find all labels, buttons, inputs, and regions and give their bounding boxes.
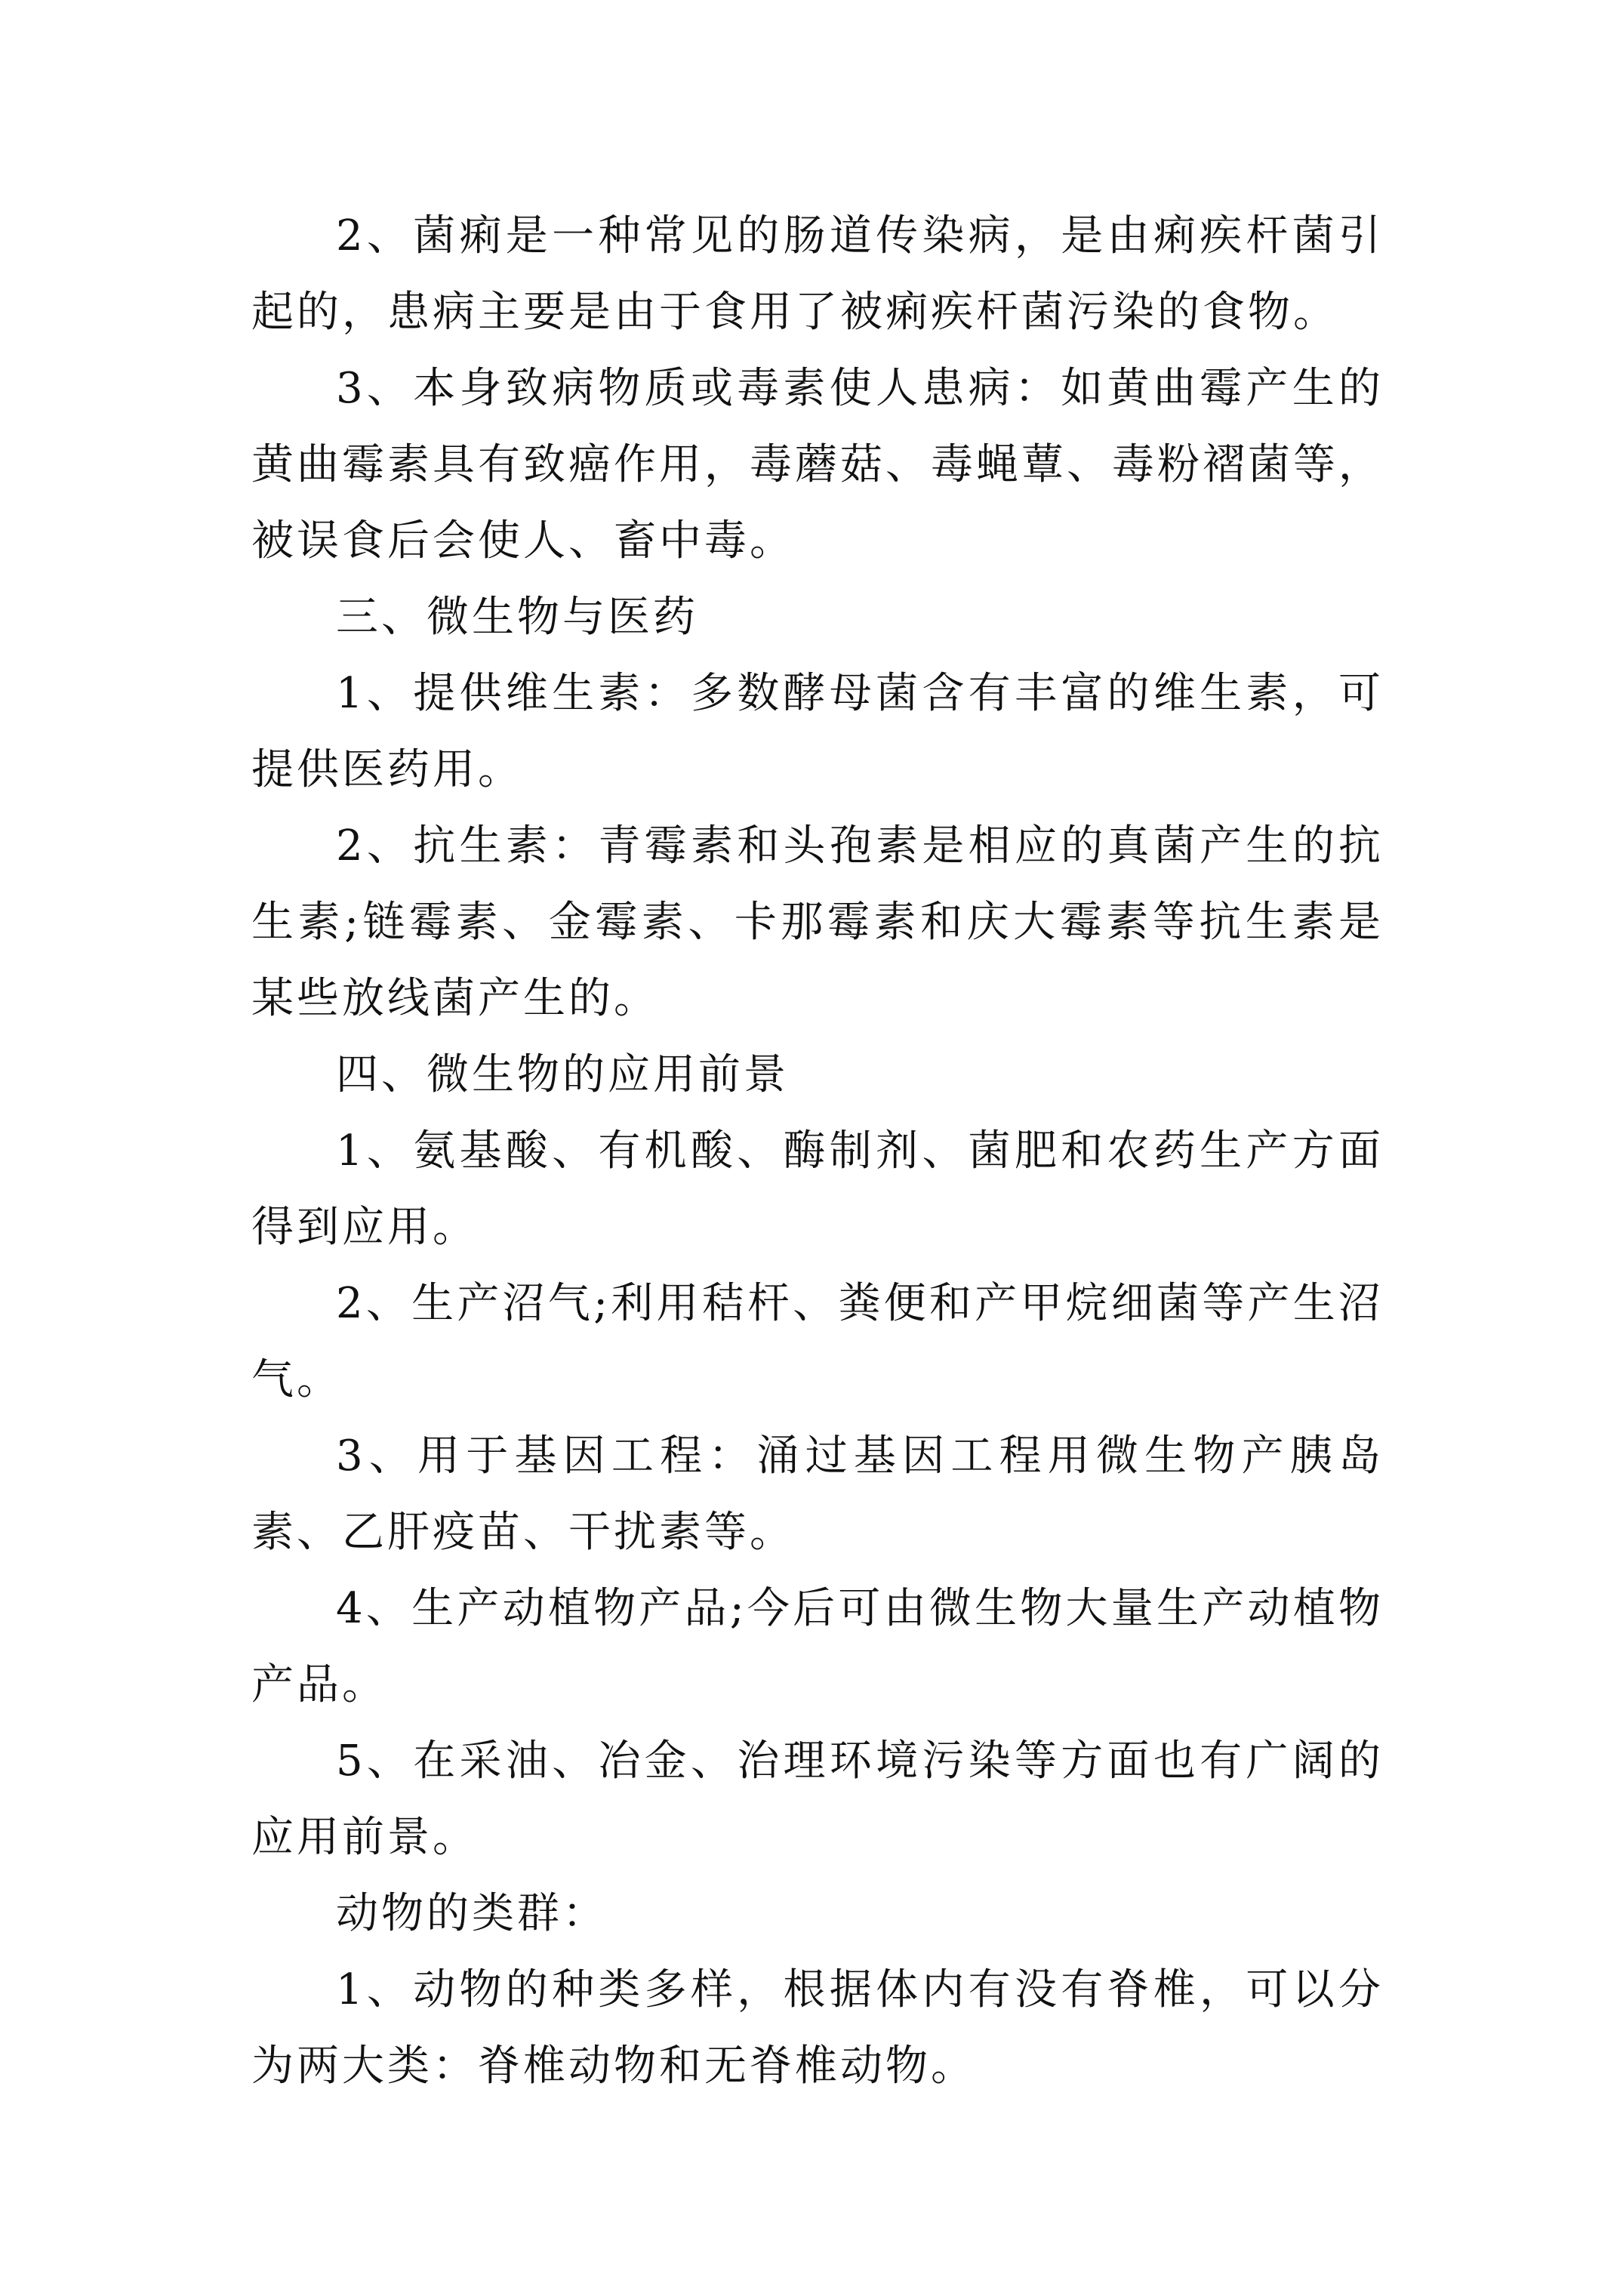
section-heading-medicine: 三、微生物与医药	[336, 593, 698, 642]
section-heading-prospects: 四、微生物的应用前景	[336, 1050, 789, 1099]
paragraph-biogas: 2、生产沼气;利用秸杆、粪便和产甲烷细菌等产生沼气。	[251, 1279, 1384, 1404]
paragraph-dysentery: 2、菌痢是一种常见的肠道传染病，是由痢疾杆菌引起的，患病主要是由于食用了被痢疾杆菌污染的食物。	[251, 211, 1384, 337]
paragraph-vitamins: 1、提供维生素：多数酵母菌含有丰富的维生素，可提供医药用。	[251, 669, 1384, 794]
paragraph-amino-acids: 1、氨基酸、有机酸、酶制剂、菌肥和农药生产方面得到应用。	[251, 1126, 1384, 1252]
paragraph-genetic-engineering: 3、用于基因工程：涌过基因工程用微生物产胰岛素、乙肝疫苗、干扰素等。	[251, 1432, 1384, 1557]
paragraph-toxins: 3、本身致病物质或毒素使人患病：如黄曲霉产生的黄曲霉素具有致癌作用，毒蘑菇、毒蝇蕈、毒粉褶菌等，被误食后会使人、畜中毒。	[251, 364, 1384, 566]
paragraph-animal-plant-products: 4、生产动植物产品;今后可由微生物大量生产动植物产品。	[251, 1584, 1384, 1709]
paragraph-vertebrates: 1、动物的种类多样，根据体内有没有脊椎，可以分为两大类：脊椎动物和无脊椎动物。	[251, 1965, 1384, 2091]
paragraph-mining-environment: 5、在采油、冶金、治理环境污染等方面也有广阔的应用前景。	[251, 1737, 1384, 1862]
section-heading-animal-groups: 动物的类群：	[336, 1889, 608, 1938]
document-body	[251, 198, 1384, 2104]
paragraph-antibiotics: 2、抗生素：青霉素和头孢素是相应的真菌产生的抗生素;链霉素、金霉素、卡那霉素和庆大霉素等抗生素是某些放线菌产生的。	[251, 821, 1384, 1023]
